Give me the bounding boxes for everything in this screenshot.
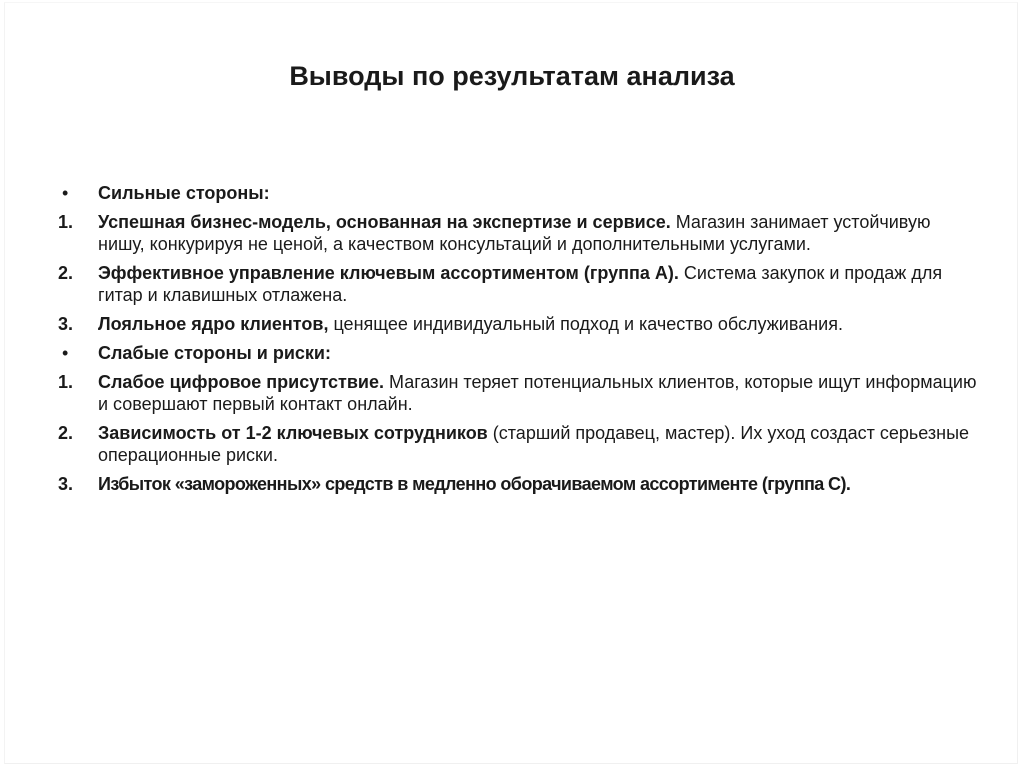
item-bold-text: Избыток «замороженных» средств в медленно оборачиваемом ассортименте (группа С). — [98, 474, 851, 494]
item-bold-text: Эффективное управление ключевым ассортиментом (группа А). — [98, 263, 679, 283]
item-number: 2. — [58, 423, 74, 443]
item-bold-text: Зависимость от 1-2 ключевых сотрудников — [98, 423, 488, 443]
item-text — [98, 473, 978, 495]
section-heading-text: Сильные стороны: — [98, 183, 270, 203]
item-number: 3. — [58, 314, 74, 334]
item-number: 2. — [58, 263, 74, 283]
list-item — [58, 371, 978, 415]
item-body-text: Магазин занимает устойчивую нишу, конкурируя не ценой, а качеством консультаций и дополнительными услугами. — [98, 212, 931, 254]
item-number: 1. — [58, 372, 74, 392]
item-text — [98, 371, 978, 415]
item-text — [98, 211, 978, 255]
item-number: 1. — [58, 212, 74, 232]
item-text — [98, 313, 978, 335]
item-bold-text: Успешная бизнес-модель, основанная на экспертизе и сервисе. — [98, 212, 671, 232]
slide-content — [58, 182, 978, 502]
item-body-text: Магазин теряет потенциальных клиентов, которые ищут информацию и совершают первый контакт онлайн. — [98, 372, 977, 414]
list-item — [58, 262, 978, 306]
bullet-marker: • — [62, 183, 69, 203]
slide-title: Выводы по результатам анализа — [289, 61, 735, 91]
list-item — [58, 422, 978, 466]
list-item — [58, 313, 978, 335]
item-text — [98, 262, 978, 306]
item-bold-text: Слабое цифровое присутствие. — [98, 372, 384, 392]
section-heading-text: Слабые стороны и риски: — [98, 343, 331, 363]
item-body-text: Система закупок и продаж для гитар и клавишных отлажена. — [98, 263, 943, 305]
section-heading-weaknesses — [58, 342, 978, 364]
item-body-text: ценящее индивидуальный подход и качество обслуживания. — [328, 314, 843, 334]
item-text — [98, 422, 978, 466]
list-item — [58, 473, 978, 495]
item-body-text: (старший продавец, мастер). Их уход создаст серьезные операционные риски. — [98, 423, 970, 465]
item-bold-text: Лояльное ядро клиентов, — [98, 314, 329, 334]
section-heading-strengths — [58, 182, 978, 204]
list-item — [58, 211, 978, 255]
bullet-marker: • — [62, 343, 69, 363]
item-number: 3. — [58, 474, 74, 494]
